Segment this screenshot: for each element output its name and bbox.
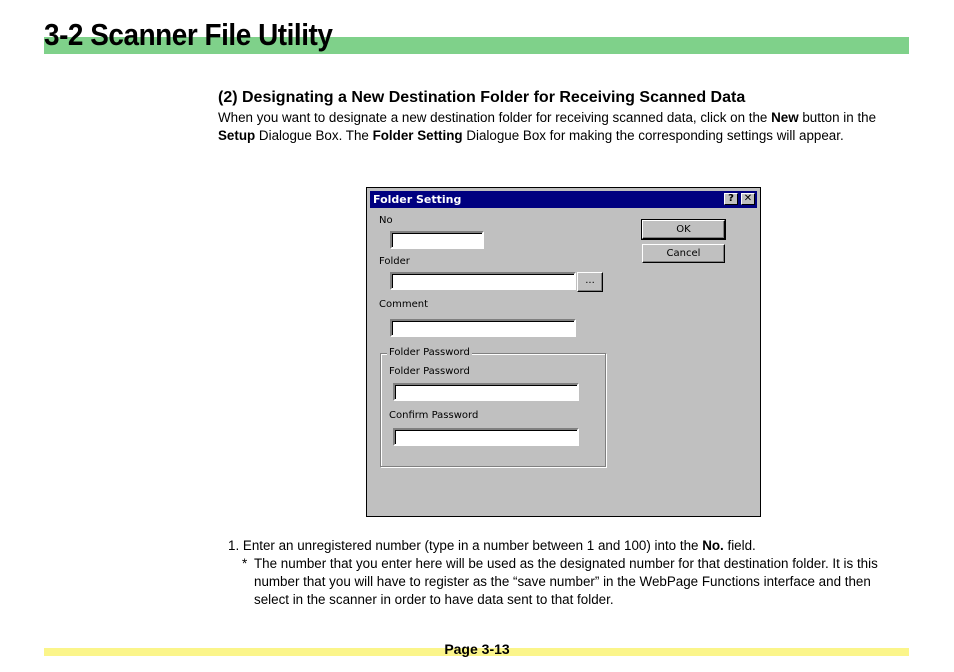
folder-password-group-label: Folder Password [389,347,470,358]
intro-paragraph: When you want to designate a new destination folder for receiving scanned data, click on the New button in the Setup Dialogue Box. The Folder Setting Dialogue Box for making the corresponding settings will appear. [218,110,877,143]
no-field[interactable] [390,231,484,249]
no-label: No [379,215,393,226]
comment-field[interactable] [390,319,576,337]
confirm-password-label: Confirm Password [389,410,479,421]
note-text: The number that you enter here will be used as the designated number for that destination folder. It is this number that you will have to register as the “save number” in the WebPage Functions interface and then select in the scanner in order to have data sent to that folder. [254,556,878,607]
note-asterisk: * [242,556,248,571]
ok-button[interactable]: OK [642,220,725,239]
browse-button[interactable]: ... [577,272,603,292]
confirm-password-field[interactable] [393,428,579,446]
close-icon[interactable]: ✕ [741,193,755,205]
folder-setting-dialog [366,187,761,517]
section-heading: (2) Designating a New Destination Folder for Receiving Scanned Data [218,89,746,106]
dialog-titlebar[interactable] [370,191,757,208]
folder-label: Folder [379,256,410,267]
help-icon[interactable]: ? [724,193,738,205]
folder-field[interactable] [390,272,576,290]
comment-label: Comment [379,299,428,310]
folder-password-field[interactable] [393,383,579,401]
folder-password-label: Folder Password [389,366,470,377]
page-number: Page 3-13 [444,641,510,657]
cancel-button[interactable]: Cancel [642,244,725,263]
step-1-note [242,555,907,609]
page-title: 3-2 Scanner File Utility [44,17,333,52]
step-1: 1. Enter an unregistered number (type in a number between 1 and 100) into the No. field. [228,538,756,553]
dialog-title: Folder Setting [373,193,462,206]
